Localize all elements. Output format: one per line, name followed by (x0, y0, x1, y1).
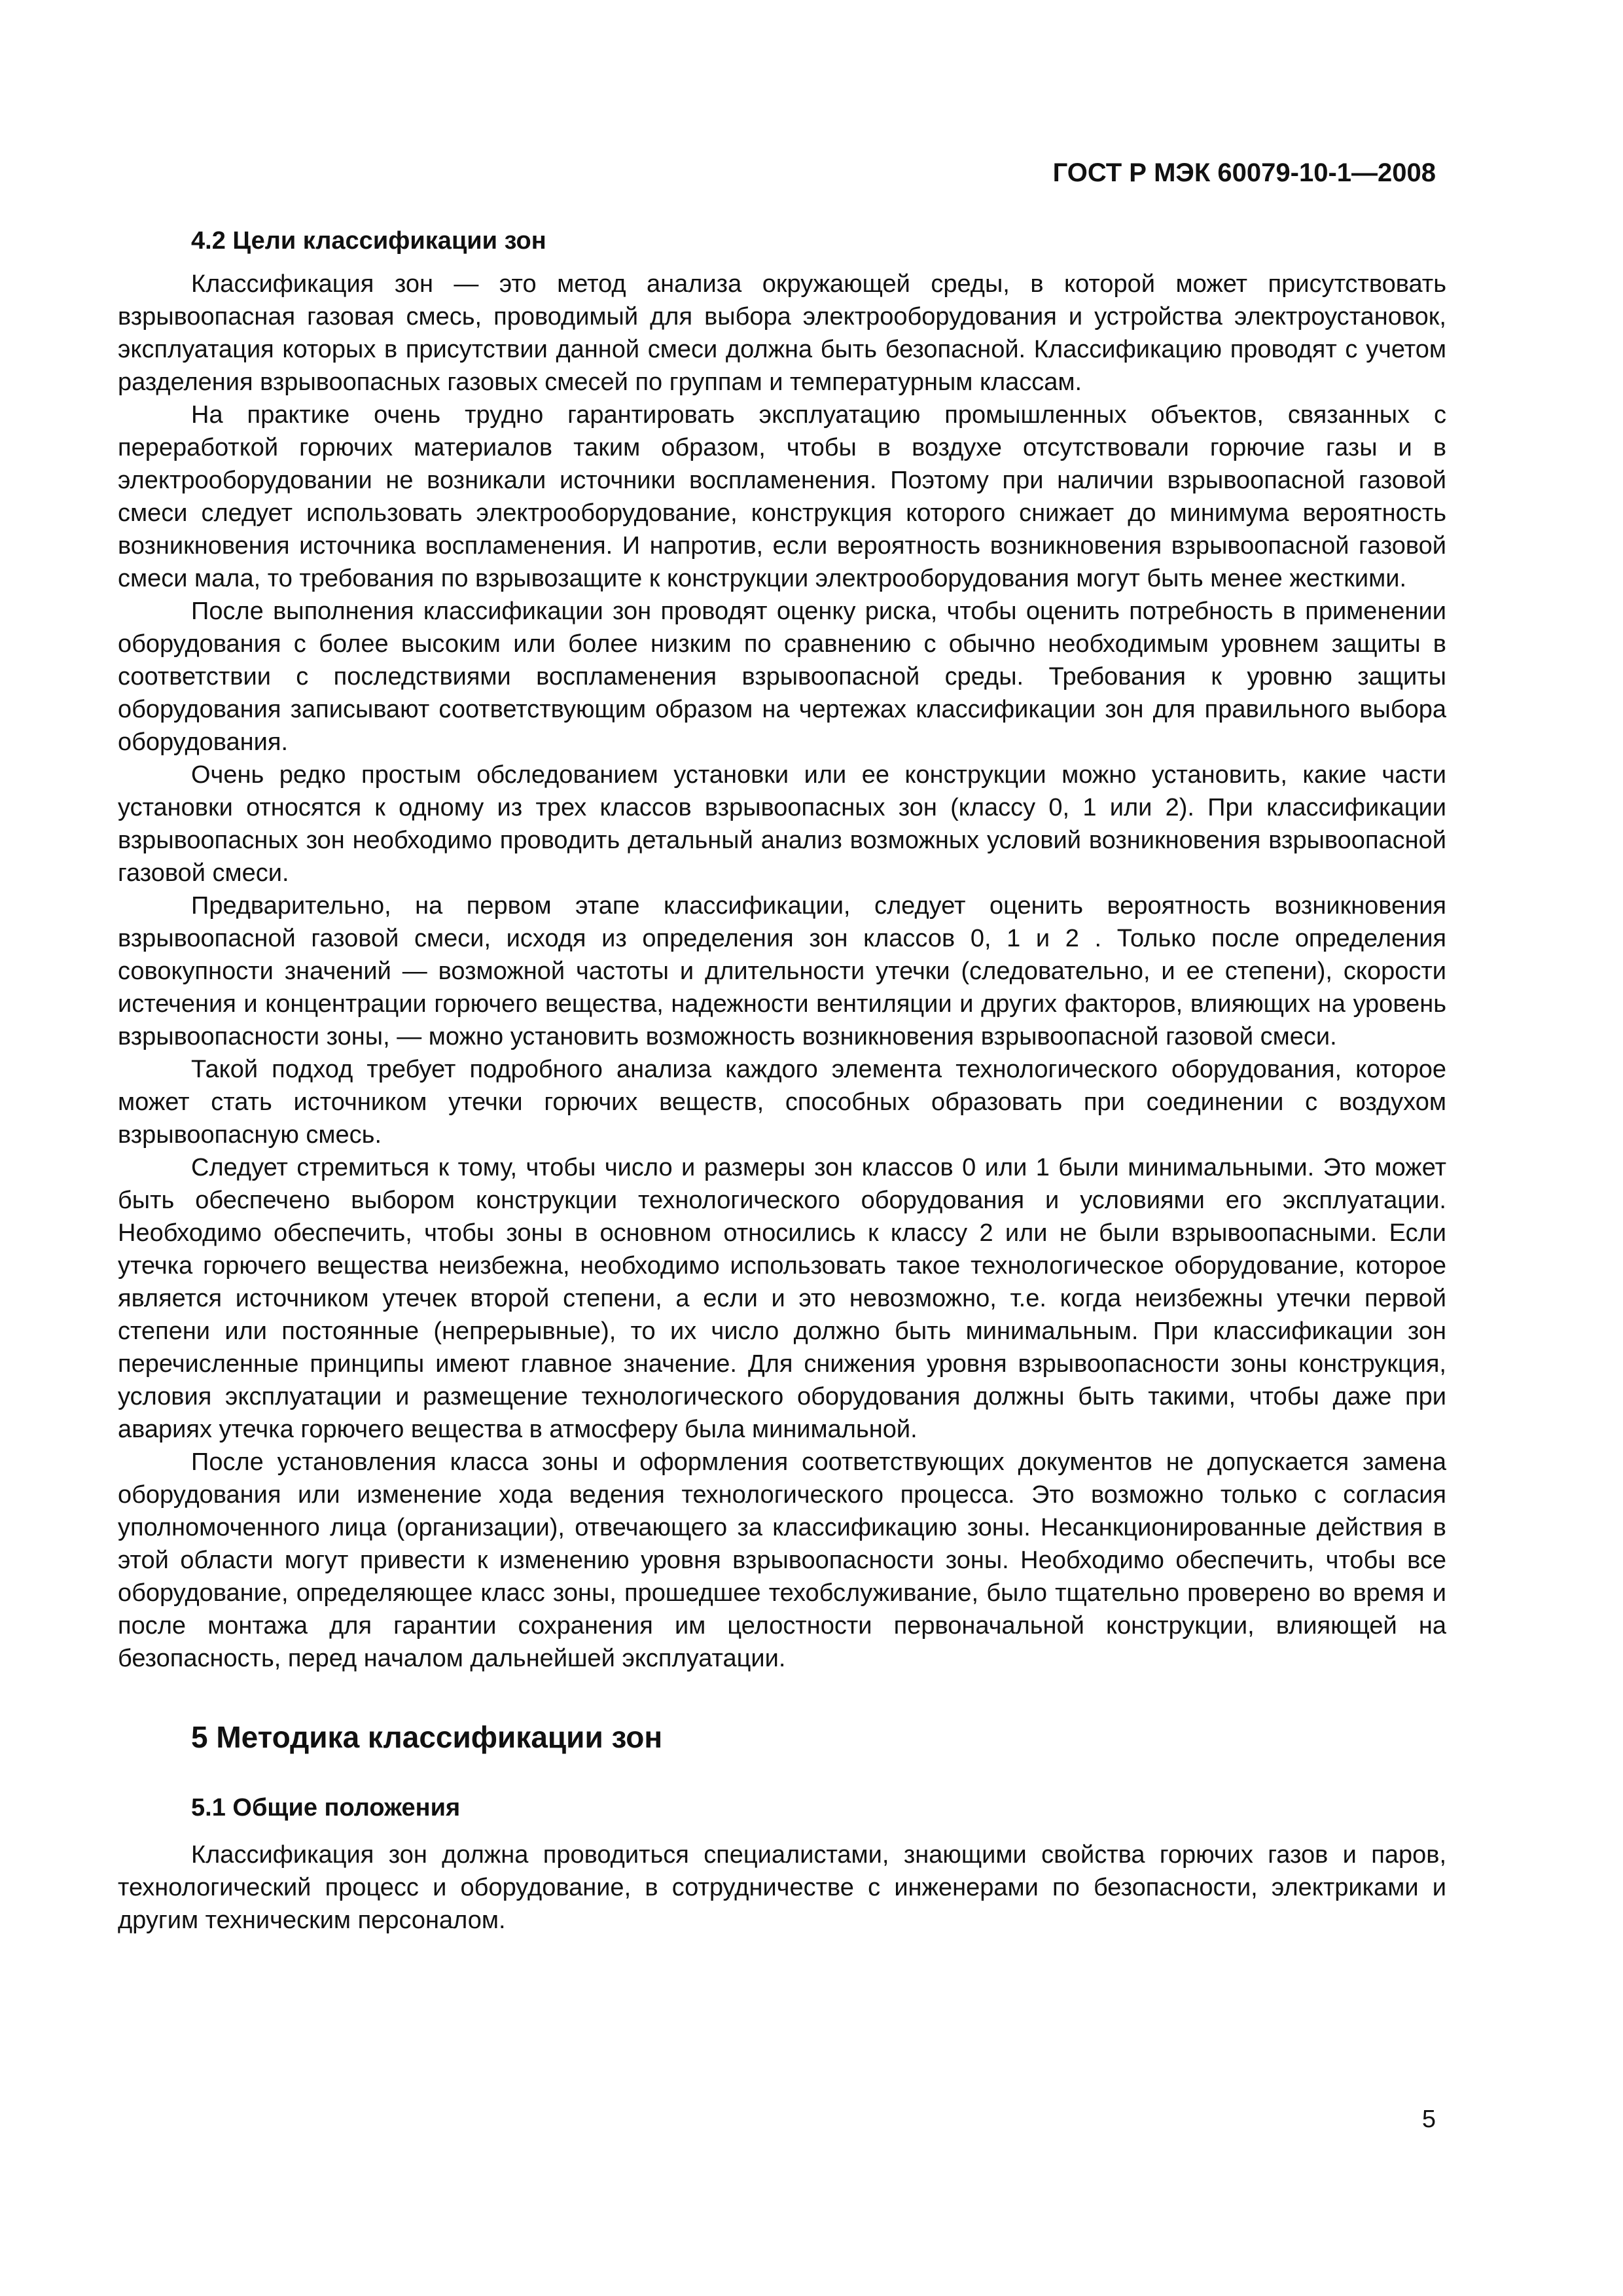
subsection-heading-4-2: 4.2 Цели классификации зон (191, 227, 546, 255)
paragraph: На практике очень трудно гарантировать эксплуатацию промышленных объектов, связанных с переработкой горючих материалов таким образом, чтобы в воздухе отсутствовали горючие газы и в электрооборудовании не возникали источники воспламенения. Поэтому при наличии взрывоопасной газовой смеси следует использовать электрооборудование, конструкция которого снижает до минимума вероятность возникновения источника воспламенения. И напротив, если вероятность возникновения взрывоопасной газовой смеси мала, то требования по взрывозащите к конструкции электрооборудования могут быть менее жесткими. (118, 401, 1446, 592)
paragraph: Предварительно, на первом этапе классификации, следует оценить вероятность возникновения взрывоопасной газовой смеси, исходя из определения зон классов 0, 1 и 2 . Только после определения совокупности значений — возможной частоты и длительности утечки (следовательно, и ее степени), скорости истечения и концентрации горючего вещества, надежности вентиляции и других факторов, влияющих на уровень взрывоопасности зоны, — можно установить возможность возникновения взрывоопасной газовой смеси. (118, 892, 1446, 1050)
paragraph: Очень редко простым обследованием установки или ее конструкции можно установить, какие части установки относятся к одному из трех классов взрывоопасных зон (классу 0, 1 или 2). При классификации взрывоопасных зон необходимо проводить детальный анализ возможных условий возникновения взрывоопасной газовой смеси. (118, 761, 1446, 887)
paragraph: Классификация зон должна проводиться специалистами, знающими свойства горючих газов и паров, технологический процесс и оборудование, в сотрудничестве с инженерами по безопасности, электриками и другим техническим персоналом. (118, 1841, 1446, 1934)
section-heading-5: 5 Методика классификации зон (191, 1720, 663, 1754)
document-code-header: ГОСТ Р МЭК 60079-10-1—2008 (1052, 158, 1436, 187)
paragraph: Классификация зон — это метод анализа окружающей среды, в которой может присутствовать взрывоопасная газовая смесь, проводимый для выбора электрооборудования и устройства электроустановок, эксплуатация которых в присутствии данной смеси должна быть безопасной. Классификацию проводят с учетом разделения взрывоопасных газовых смесей по группам и температурным классам. (118, 270, 1446, 396)
subsection-heading-5-1: 5.1 Общие положения (191, 1794, 461, 1821)
page-body (118, 226, 1446, 1937)
paragraph: Такой подход требует подробного анализа каждого элемента технологического оборудования, которое может стать источником утечки горючих веществ, способных образовать при соединении с воздухом взрывоопасную смесь. (118, 1056, 1446, 1149)
paragraph: Следует стремиться к тому, чтобы число и размеры зон классов 0 или 1 были минимальными. Это может быть обеспечено выбором конструкции технологического оборудования и условиями его эксплуатации. Необходимо обеспечить, чтобы зоны в основном относились к классу 2 или не были взрывоопасными. Если утечка горючего вещества неизбежна, необходимо использовать такое технологическое оборудование, которое является источником утечек второй степени, а если и это невозможно, т.е. когда неизбежны утечки первой степени или постоянные (непрерывные), то их число должно быть минимальным. При классификации зон перечисленные принципы имеют главное значение. Для снижения уровня взрывоопасности зоны конструкция, условия эксплуатации и размещение технологического оборудования должны быть такими, чтобы даже при авариях утечка горючего вещества в атмосферу была минимальной. (118, 1154, 1446, 1443)
paragraph: После установления класса зоны и оформления соответствующих документов не допускается замена оборудования или изменение хода ведения технологического процесса. Это возможно только с согласия уполномоченного лица (организации), отвечающего за классификацию зоны. Несанкционированные действия в этой области могут привести к изменению уровня взрывоопасности зоны. Необходимо обеспечить, чтобы все оборудование, определяющее класс зоны, прошедшее техобслуживание, было тщательно проверено во время и после монтажа для гарантии сохранения им целостности первоначальной конструкции, влияющей на безопасность, перед началом дальнейшей эксплуатации. (118, 1448, 1446, 1672)
page-number: 5 (1421, 2106, 1436, 2133)
paragraph: После выполнения классификации зон проводят оценку риска, чтобы оценить потребность в применении оборудования с более высоким или более низким по сравнению с обычно необходимым уровнем защиты в соответствии с последствиями воспламенения взрывоопасной среды. Требования к уровню защиты оборудования записывают соответствующим образом на чертежах классификации зон для правильного выбора оборудования. (118, 598, 1446, 756)
